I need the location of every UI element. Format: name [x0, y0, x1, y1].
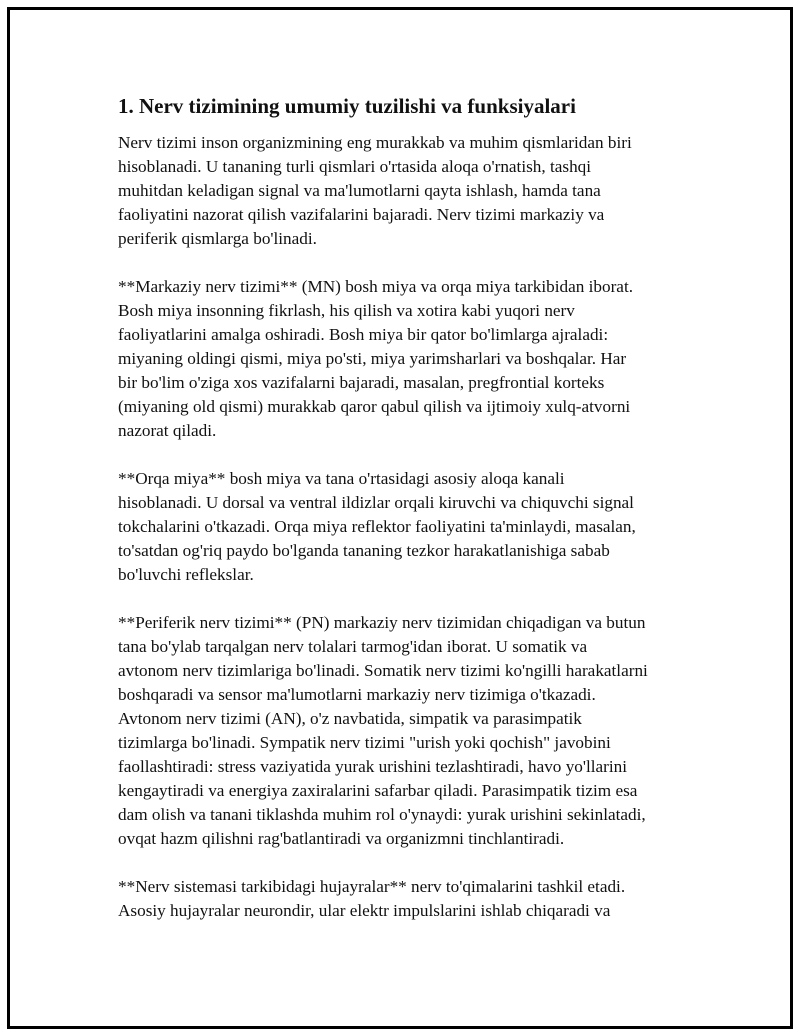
text-line: kengaytiradi va energiya zaxiralarini safarbar qiladi. Parasimpatik tizim esa — [118, 781, 638, 800]
text-line: (miyaning old qismi) murakkab qaror qabul qilish va ijtimoiy xulq-atvorni — [118, 397, 631, 416]
text-line: dam olish va tanani tiklashda muhim rol o'ynaydi: yurak urishini sekinlatadi, — [118, 805, 646, 824]
text-line: faoliyatini nazorat qilish vazifalarini bajaradi. Nerv tizimi markaziy va — [118, 205, 605, 224]
text-line: Bosh miya insonning fikrlash, his qilish va xotira kabi yuqori nerv — [118, 301, 575, 320]
text-line: Asosiy hujayralar neurondir, ular elektr impulslarini ishlab chiqaradi va — [118, 901, 611, 920]
paragraph-nerve-cells — [118, 875, 703, 923]
section-heading: 1. Nerv tizimining umumiy tuzilishi va funksiyalari — [118, 94, 576, 118]
paragraph-intro — [118, 131, 703, 251]
text-line: miyaning oldingi qismi, miya po'sti, miya yarimsharlari va boshqalar. Har — [118, 349, 627, 368]
text-line: **Nerv sistemasi tarkibidagi hujayralar** nerv to'qimalarini tashkil etadi. — [118, 877, 626, 896]
text-line: hisoblanadi. U dorsal va ventral ildizlar orqali kiruvchi va chiquvchi signal — [118, 493, 634, 512]
text-line: to'satdan og'riq paydo bo'lganda tananing tezkor harakatlanishiga sabab — [118, 541, 610, 560]
paragraph-spinal-cord — [118, 467, 703, 587]
text-line: Avtonom nerv tizimi (AN), o'z navbatida, simpatik va parasimpatik — [118, 709, 582, 728]
text-line: tizimlarga bo'linadi. Sympatik nerv tizimi "urish yoki qochish" javobini — [118, 733, 611, 752]
text-line: faollashtiradi: stress vaziyatida yurak urishini tezlashtiradi, havo yo'llarini — [118, 757, 628, 776]
paragraph-peripheral-nervous-system — [118, 611, 703, 851]
page-frame — [7, 7, 793, 1029]
text-line: muhitdan keladigan signal va ma'lumotlarni qayta ishlash, hamda tana — [118, 181, 601, 200]
text-line: faoliyatlarini amalga oshiradi. Bosh miya bir qator bo'limlarga ajraladi: — [118, 325, 609, 344]
text-line: tana bo'ylab tarqalgan nerv tolalari tarmog'idan iborat. U somatik va — [118, 637, 588, 656]
text-line: periferik qismlarga bo'linadi. — [118, 229, 317, 248]
text-line: ovqat hazm qilishni rag'batlantiradi va organizmni tinchlantiradi. — [118, 829, 565, 848]
text-line: boshqaradi va sensor ma'lumotlarni markaziy nerv tizimiga o'tkazadi. — [118, 685, 596, 704]
text-line: tokchalarini o'tkazadi. Orqa miya reflektor faoliyatini ta'minlaydi, masalan, — [118, 517, 636, 536]
text-line: avtonom nerv tizimlariga bo'linadi. Somatik nerv tizimi ko'ngilli harakatlarni — [118, 661, 648, 680]
text-line: nazorat qiladi. — [118, 421, 217, 440]
text-line: hisoblanadi. U tananing turli qismlari o'rtasida aloqa o'rnatish, tashqi — [118, 157, 592, 176]
text-line: Nerv tizimi inson organizmining eng murakkab va muhim qismlaridan biri — [118, 133, 632, 152]
text-line: **Periferik nerv tizimi** (PN) markaziy nerv tizimidan chiqadigan va butun — [118, 613, 646, 632]
paragraph-central-nervous-system — [118, 275, 703, 443]
text-line: bir bo'lim o'ziga xos vazifalarni bajaradi, masalan, pregfrontial korteks — [118, 373, 605, 392]
text-line: **Orqa miya** bosh miya va tana o'rtasidagi asosiy aloqa kanali — [118, 469, 565, 488]
document-body — [118, 92, 703, 947]
text-line: **Markaziy nerv tizimi** (MN) bosh miya va orqa miya tarkibidan iborat. — [118, 277, 634, 296]
text-line: bo'luvchi reflekslar. — [118, 565, 254, 584]
